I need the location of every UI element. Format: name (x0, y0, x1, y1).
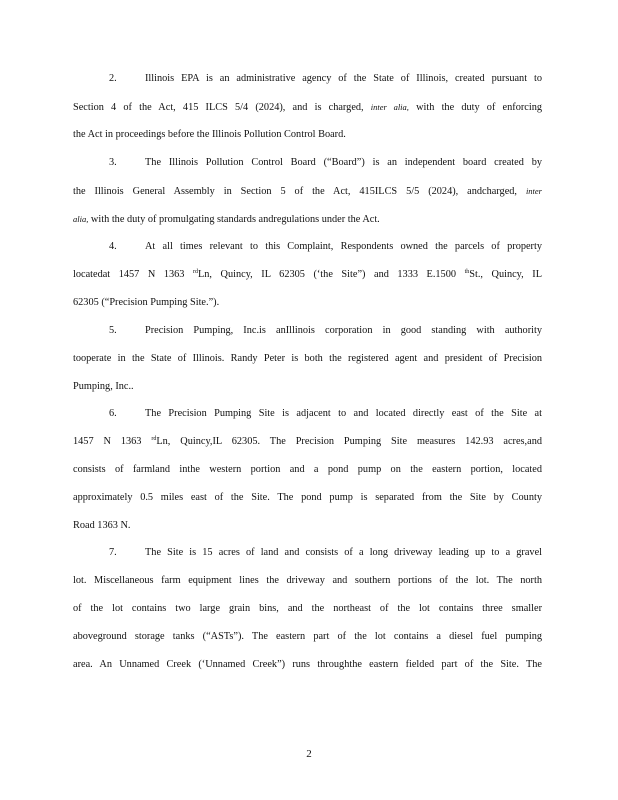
line-text: The Precision Pumping Site is adjacent to and located directly east of the Site at (145, 408, 542, 419)
paragraph-6-line-1 (109, 407, 542, 421)
line-text: Road 1363 N. (73, 520, 131, 531)
line-text: approximately 0.5 miles east of the Site. The pond pump is separated from the Site by County (73, 492, 542, 503)
paragraph-3-line-2 (73, 184, 542, 198)
paragraph-6-line-5 (73, 519, 131, 533)
paragraph-3-line-3 (73, 212, 380, 226)
line-text: 62305 (“Precision Pumping Site.”). (73, 297, 220, 308)
line-text: locatedat 1457 N 1363 $^{rd}$Ln, Quincy, IL 62305 (‘the Site”) and 1333 E.1500 $^{th}$St., Quincy, IL (73, 269, 542, 280)
paragraph-4-line-1 (109, 240, 542, 254)
page-number: 2 (306, 748, 312, 760)
line-text: 1457 N 1363 $^{rd}$Ln, Quincy,IL 62305. The Precision Pumping Site measures 142.93 acres,and (73, 436, 542, 447)
paragraph-7-line-2 (73, 574, 542, 588)
paragraph-number: 4. (109, 241, 117, 252)
paragraph-6-line-4 (73, 491, 542, 505)
line-text: Illinois EPA is an administrative agency of the State of Illinois, created pursuant to (145, 73, 542, 84)
paragraph-number: 3. (109, 157, 117, 168)
line-text: Precision Pumping, Inc.is anIllinois corporation in good standing with authority (145, 325, 542, 336)
line-text: Pumping, Inc.. (73, 381, 134, 392)
paragraph-number: 5. (109, 325, 117, 336)
line-text: alia, with the duty of promulgating standards andregulations under the Act. (73, 214, 380, 225)
paragraph-4-line-3 (73, 296, 219, 310)
paragraph-3-line-1 (109, 156, 542, 170)
line-text: At all times relevant to this Complaint, Respondents owned the parcels of property (145, 241, 542, 252)
paragraph-7-line-3 (73, 602, 542, 616)
paragraph-7-line-4 (73, 630, 542, 644)
paragraph-7-line-5 (73, 658, 542, 672)
paragraph-4-line-2 (73, 268, 542, 282)
paragraph-5-line-1 (109, 324, 542, 338)
line-text: lot. Miscellaneous farm equipment lines the driveway and southern portions of the lot. The north (73, 575, 542, 586)
paragraph-6-line-3 (73, 463, 542, 477)
paragraph-number: 7. (109, 547, 117, 558)
paragraph-number: 2. (109, 73, 117, 84)
line-text: The Illinois Pollution Control Board (“Board”) is an independent board created by (145, 157, 542, 168)
paragraph-2-line-2 (73, 100, 542, 114)
line-text: The Site is 15 acres of land and consists of a long driveway leading up to a gravel (145, 547, 542, 558)
paragraph-2-line-3 (73, 128, 346, 142)
paragraph-6-line-2 (73, 435, 542, 449)
paragraph-5-line-3 (73, 380, 134, 394)
paragraph-2-line-1 (109, 72, 542, 86)
line-text: area. An Unnamed Creek (‘Unnamed Creek”) runs throughthe eastern fielded part of the Site. The (73, 659, 542, 670)
paragraph-5-line-2 (73, 352, 542, 366)
paragraph-number: 6. (109, 408, 117, 419)
paragraph-7-line-1 (109, 546, 542, 560)
line-text: the Illinois General Assembly in Section 5 of the Act, 415ILCS 5/5 (2024), andcharged, inter (73, 186, 542, 197)
line-text: of the lot contains two large grain bins, and the northeast of the lot contains three smaller (73, 603, 542, 614)
line-text: aboveground storage tanks (“ASTs”). The eastern part of the lot contains a diesel fuel pumping (73, 631, 542, 642)
line-text: consists of farmland inthe western portion and a pond pump on the eastern portion, located (73, 464, 542, 475)
line-text: the Act in proceedings before the Illinois Pollution Control Board. (73, 129, 346, 140)
line-text: tooperate in the State of Illinois. Randy Peter is both the registered agent and president of Precision (73, 353, 542, 364)
line-text: Section 4 of the Act, 415 ILCS 5/4 (2024), and is charged, inter alia, with the duty of enforcing (73, 102, 542, 113)
